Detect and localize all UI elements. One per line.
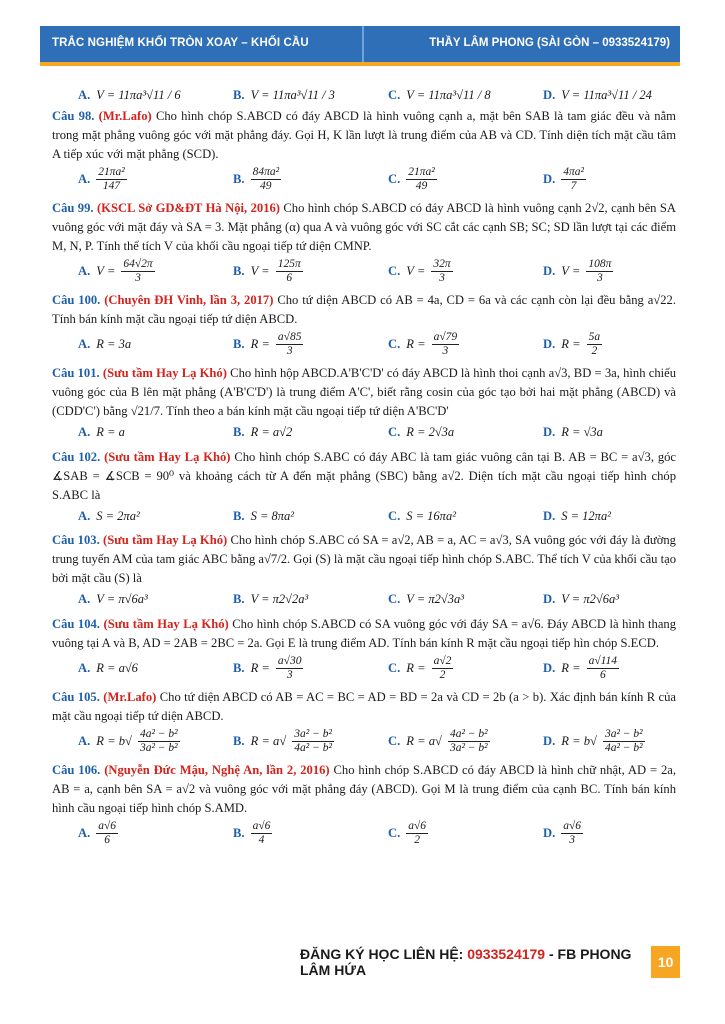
answer-option (78, 507, 233, 526)
fraction-denominator: 2 (591, 345, 598, 358)
option-fraction (561, 820, 583, 847)
question-text (52, 761, 676, 818)
question-body: Cho hình chóp S.ABC có SA = a√2, AB = a, AC = a√3, SA vuông góc với đáy là đường trung tuyến AM của tam giác ABC bằng a√7/2. Gọi (S) là mặt cầu ngoại tiếp hình chóp S.ABC. Thể tích V của khối cầu tạo bởi mặt cầu (S) là (52, 533, 676, 586)
question-number: Câu 98. (52, 108, 95, 123)
option-label: D. (543, 661, 556, 676)
option-label: C. (388, 592, 401, 607)
option-label: A. (78, 661, 91, 676)
fraction-denominator: 3a² − b² (449, 742, 488, 755)
fraction-numerator: 5a (587, 331, 603, 345)
question-source: (Chuyên ĐH Vinh, lần 3, 2017) (104, 293, 274, 308)
question-text (52, 615, 676, 653)
option-prefix: R = (250, 661, 270, 676)
fraction-denominator: 3 (439, 271, 445, 284)
question-number: Câu 99. (52, 201, 94, 215)
fraction-denominator: 3 (597, 271, 603, 284)
option-prefix: V = (561, 263, 581, 278)
option-label: A. (78, 826, 91, 841)
answer-option (388, 655, 543, 682)
option-prefix: R = b√ (561, 734, 597, 749)
fraction-numerator: 125π (276, 258, 303, 272)
fraction-denominator: 6 (286, 271, 293, 284)
option-label: C. (388, 425, 401, 439)
answer-option (78, 86, 233, 105)
option-prefix: V = (96, 263, 116, 278)
answer-option (78, 335, 233, 354)
option-fraction (96, 820, 118, 847)
question-number: Câu 103. (52, 533, 100, 548)
answer-option (78, 423, 233, 442)
fraction-denominator: 3 (569, 834, 576, 847)
answer-options (78, 166, 676, 193)
option-label: C. (388, 171, 401, 186)
option-value: R = 2√3a (406, 425, 455, 440)
answer-options (78, 728, 676, 755)
question-text (52, 688, 676, 726)
question-source: (Sưu tầm Hay Lạ Khó) (103, 617, 229, 632)
fraction-denominator: 4 (258, 834, 265, 847)
option-label: B. (233, 826, 245, 841)
question-block (52, 291, 676, 358)
option-fraction (587, 331, 603, 358)
option-label: C. (388, 734, 401, 749)
option-label: D. (543, 826, 556, 841)
option-prefix: R = b√ (96, 734, 132, 749)
question-body: Cho hình chóp S.ABCD có đáy ABCD là hình vuông cạnh 2√2, cạnh bên SA vuông góc với mặt đáy và SA = 3. Mặt phẳng (α) qua A và vuông góc với SC cắt các cạnh SB; SC; SD lần lượt tại các điểm M, N, P. Tính thể tích V của khối cầu ngoại tiếp tứ diện CMNP. (52, 201, 676, 253)
option-fraction (251, 166, 281, 193)
fraction-numerator: 4πa² (561, 166, 586, 180)
answer-option (233, 590, 388, 609)
option-value: V = π2√6a³ (561, 592, 619, 607)
option-fraction (561, 166, 586, 193)
option-label: B. (233, 337, 245, 352)
option-label: D. (543, 263, 556, 278)
fraction-denominator: 3 (135, 271, 141, 284)
option-label: B. (233, 508, 245, 523)
question-body: Cho hình hộp ABCD.A'B'C'D' có đáy ABCD là hình thoi cạnh a√3, BD = 3a, hình chiếu vuông góc của B lên mặt phẳng (A'B'C'D') là trung điểm A'C', biết rằng cosin của góc tạo bởi hai mặt phẳng (ABCD) và (CDD'C') bằng √21/7. Tính theo a bán kính mặt cầu ngoại tiếp tứ diện A'BC'D' (52, 366, 677, 419)
option-label: D. (543, 592, 556, 607)
question-text (52, 291, 676, 329)
answer-option (388, 423, 543, 442)
answer-option (543, 507, 698, 526)
option-prefix: V = (406, 263, 426, 278)
option-fraction (276, 258, 303, 285)
prev-question-options (78, 86, 676, 105)
answer-option (233, 507, 388, 526)
option-value: V = 11πa³√11 / 6 (96, 88, 181, 103)
answer-option (543, 86, 698, 105)
option-label: A. (78, 171, 91, 186)
option-fraction (276, 331, 304, 358)
question-number: Câu 105. (52, 690, 100, 705)
option-fraction (432, 655, 454, 682)
fraction-denominator: 147 (102, 179, 121, 192)
fraction-denominator: 3 (442, 345, 449, 358)
fraction-denominator: 2 (439, 669, 446, 682)
option-label: A. (78, 337, 91, 352)
answer-option (233, 655, 388, 682)
answer-option (388, 258, 543, 285)
page-number: 10 (651, 946, 680, 978)
question-block (52, 688, 676, 755)
answer-option (78, 258, 233, 285)
option-fraction (276, 655, 304, 682)
question-body: Cho hình chóp S.ABCD có đáy ABCD là hình chữ nhật, AD = 2a, AB = a, cạnh bên SA = a√2 và vuông góc với mặt phẳng đáy (ABCD). Gọi M là trung điểm của cạnh BC. Tính bán kính hình cầu ngoại tiếp hình chóp S.AMD. (52, 763, 677, 816)
option-label: D. (543, 88, 556, 102)
question-number: Câu 101. (52, 366, 100, 381)
document-body (52, 84, 676, 854)
question-source: (Mr.Lafo) (103, 690, 157, 705)
option-label: C. (388, 337, 401, 352)
fraction-numerator: 21πa² (406, 166, 436, 180)
question-block (52, 448, 676, 526)
option-value: R = a (96, 425, 125, 440)
fraction-numerator: a√85 (276, 331, 304, 345)
answer-options (78, 507, 676, 526)
question-text (52, 448, 676, 505)
option-label: A. (78, 508, 91, 523)
option-fraction (251, 820, 273, 847)
option-label: C. (388, 263, 401, 278)
option-prefix: R = (561, 337, 581, 352)
fraction-numerator: 3a² − b² (603, 728, 645, 742)
fraction-numerator: a√6 (561, 820, 583, 834)
option-value: V = π2√3a³ (406, 592, 464, 607)
question-block (52, 107, 676, 193)
answer-option (388, 331, 543, 358)
question-text (52, 107, 676, 164)
header-title: TRẮC NGHIỆM KHỐI TRÒN XOAY – KHỐI CẦU (40, 26, 362, 62)
fraction-numerator: a√79 (432, 331, 460, 345)
option-fraction (121, 258, 154, 285)
answer-option (543, 166, 698, 193)
option-label: D. (543, 425, 556, 439)
question-block (52, 364, 676, 442)
answer-option (78, 590, 233, 609)
question-source: (Sưu tầm Hay Lạ Khó) (104, 449, 231, 464)
footer-prefix: ĐĂNG KÝ HỌC LIÊN HỆ: (300, 946, 468, 962)
option-label: D. (543, 337, 556, 352)
option-label: C. (388, 88, 401, 102)
answer-options (78, 258, 676, 285)
answer-option (78, 166, 233, 193)
answer-option (543, 728, 698, 755)
option-fraction (431, 258, 452, 285)
answer-option (543, 655, 698, 682)
question-block (52, 199, 676, 285)
option-label: B. (233, 171, 245, 186)
option-prefix: R = a√ (250, 734, 287, 749)
option-value: V = 11πa³√11 / 3 (250, 88, 335, 103)
option-label: A. (78, 263, 91, 278)
option-label: A. (78, 425, 91, 439)
answer-option (78, 820, 233, 847)
option-label: B. (233, 592, 245, 607)
fraction-numerator: a√6 (96, 820, 118, 834)
answer-option (233, 728, 388, 755)
fraction-denominator: 6 (104, 834, 111, 847)
fraction-numerator: 3a² − b² (292, 728, 334, 742)
option-label: C. (388, 661, 401, 676)
footer-suffix: - FB PHONG LÂM HỨA (300, 946, 632, 978)
option-label: A. (78, 88, 91, 102)
option-prefix: R = (561, 661, 581, 676)
option-fraction (448, 728, 490, 755)
option-fraction (96, 166, 126, 193)
fraction-numerator: 64√2π (121, 258, 154, 272)
page-footer (300, 946, 680, 978)
fraction-numerator: 32π (431, 258, 452, 272)
answer-option (388, 590, 543, 609)
answer-option (543, 820, 698, 847)
option-value: V = π√6a³ (96, 592, 148, 607)
option-label: A. (78, 592, 91, 607)
option-value: S = 12πa² (561, 508, 611, 523)
answer-option (388, 820, 543, 847)
question-body: Cho hình chóp S.ABC có đáy ABC là tam giác vuông cân tại B. AB = BC = a√3, góc ∡SAB = ∡SCB = 90⁰ và khoảng cách từ A đến mặt phẳng (SBC) bằng a√2. Diện tích mặt cầu ngoại tiếp hình chóp S.ABC là (52, 449, 677, 502)
fraction-numerator: a√2 (432, 655, 454, 669)
option-label: B. (233, 425, 245, 439)
answer-option (388, 507, 543, 526)
question-source: (Sưu tầm Hay Lạ Khó) (103, 533, 228, 548)
fraction-numerator: a√114 (587, 655, 619, 669)
option-fraction (587, 655, 619, 682)
question-number: Câu 104. (52, 617, 100, 632)
answer-option (233, 166, 388, 193)
answer-options (78, 423, 676, 442)
option-label: D. (543, 171, 556, 186)
option-fraction (406, 166, 436, 193)
answer-option (233, 820, 388, 847)
option-fraction (406, 820, 428, 847)
option-prefix: R = (406, 337, 426, 352)
answer-option (543, 331, 698, 358)
answer-option (388, 166, 543, 193)
option-fraction (432, 331, 460, 358)
question-source: (Sưu tầm Hay Lạ Khó) (102, 366, 227, 381)
fraction-denominator: 49 (260, 179, 272, 192)
option-value: R = √3a (561, 425, 603, 440)
answer-options (78, 331, 676, 358)
answer-option (233, 258, 388, 285)
fraction-numerator: 84πa² (251, 166, 281, 180)
option-fraction (603, 728, 645, 755)
fraction-denominator: 4a² − b² (604, 742, 643, 755)
option-label: D. (543, 508, 556, 523)
option-fraction (138, 728, 180, 755)
answer-option (543, 590, 698, 609)
question-number: Câu 100. (52, 293, 101, 308)
question-number: Câu 106. (52, 763, 101, 778)
fraction-denominator: 3 (286, 345, 293, 358)
option-prefix: R = (250, 337, 270, 352)
header-author: THẦY LÂM PHONG (SÀI GÒN – 0933524179) (362, 26, 680, 62)
option-value: S = 16πa² (406, 508, 456, 523)
option-value: R = a√2 (250, 425, 293, 440)
option-value: V = π2√2a³ (250, 592, 309, 607)
option-label: B. (233, 263, 245, 278)
option-prefix: V = (250, 263, 270, 278)
answer-options (78, 820, 676, 847)
option-fraction (292, 728, 334, 755)
answer-options (78, 590, 676, 609)
question-source: (KSCL Sở GD&ĐT Hà Nội, 2016) (96, 201, 280, 215)
fraction-denominator: 7 (570, 179, 577, 192)
option-label: D. (543, 734, 556, 749)
option-value: V = 11πa³√11 / 8 (406, 88, 491, 103)
option-label: B. (233, 734, 245, 749)
answer-options (78, 655, 676, 682)
option-label: B. (233, 661, 245, 676)
option-value: V = 11πa³√11 / 24 (561, 88, 652, 103)
answer-option (233, 331, 388, 358)
option-fraction (586, 258, 613, 285)
option-label: B. (233, 88, 245, 102)
question-body: Cho tứ diện ABCD có AB = AC = BC = AD = BD = 2a và CD = 2b (a > b). Xác định bán kính R của mặt cầu ngoại tiếp tứ diện ABCD. (52, 690, 676, 724)
answer-option (233, 86, 388, 105)
question-body: Cho hình chóp S.ABCD có SA vuông góc với đáy SA = a√6. Đáy ABCD là hình thang vuông tại A và B, AD = 2AB = 2BC = 2a. Gọi E là trung điểm AD. Tính bán kính R mặt cầu ngoại tiếp hìn chóp S.ECD. (52, 617, 676, 650)
fraction-denominator: 4a² − b² (294, 742, 332, 755)
answer-option (388, 728, 543, 755)
fraction-denominator: 2 (414, 834, 421, 847)
option-label: C. (388, 826, 401, 841)
option-label: C. (388, 508, 401, 523)
fraction-denominator: 6 (599, 669, 606, 682)
footer-contact (300, 946, 651, 978)
question-block (52, 615, 676, 682)
fraction-numerator: a√6 (406, 820, 428, 834)
question-source: (Mr.Lafo) (98, 108, 152, 123)
fraction-numerator: 4a² − b² (448, 728, 490, 742)
question-text (52, 199, 676, 256)
header-accent-strip (40, 62, 680, 66)
option-value: R = a√6 (96, 661, 138, 676)
option-value: S = 2πa² (96, 508, 140, 523)
option-label: A. (78, 734, 91, 749)
footer-phone: 0933524179 (467, 946, 546, 962)
question-block (52, 761, 676, 847)
fraction-numerator: 21πa² (96, 166, 126, 180)
question-text (52, 364, 676, 421)
answer-option (543, 423, 698, 442)
question-number: Câu 102. (52, 449, 101, 464)
fraction-denominator: 49 (415, 179, 428, 192)
question-list (52, 107, 676, 848)
fraction-denominator: 3a² − b² (139, 742, 178, 755)
page-header (40, 26, 680, 62)
question-body: Cho hình chóp S.ABCD có đáy ABCD là hình vuông cạnh a, mặt bên SAB là tam giác đều và nằm trong mặt phẳng vuông góc với mặt phẳng đáy. Gọi H, K lần lượt là trung điểm của AB và CD. Tính diện tích mặt cầu tâm A tiếp xúc với mặt phẳng (SCD). (52, 108, 676, 161)
answer-option (388, 86, 543, 105)
question-source: (Nguyễn Đức Mậu, Nghệ An, lần 2, 2016) (104, 763, 330, 778)
fraction-numerator: 4a² − b² (138, 728, 180, 742)
question-body: Cho tứ diện ABCD có AB = 4a, CD = 6a và các cạnh còn lại đều bằng a√22. Tính bán kính mặt cầu ngoại tiếp tứ diện ABCD. (52, 293, 676, 326)
answer-option (78, 728, 233, 755)
fraction-numerator: 108π (586, 258, 613, 272)
option-value: R = 3a (96, 337, 132, 352)
answer-option (233, 423, 388, 442)
option-prefix: R = a√ (406, 734, 442, 749)
question-block (52, 531, 676, 609)
option-value: S = 8πa² (250, 508, 295, 523)
fraction-numerator: a√6 (251, 820, 273, 834)
answer-option (543, 258, 698, 285)
fraction-denominator: 3 (286, 669, 293, 682)
question-text (52, 531, 676, 588)
fraction-numerator: a√30 (276, 655, 304, 669)
answer-option (78, 659, 233, 678)
option-prefix: R = (406, 661, 426, 676)
